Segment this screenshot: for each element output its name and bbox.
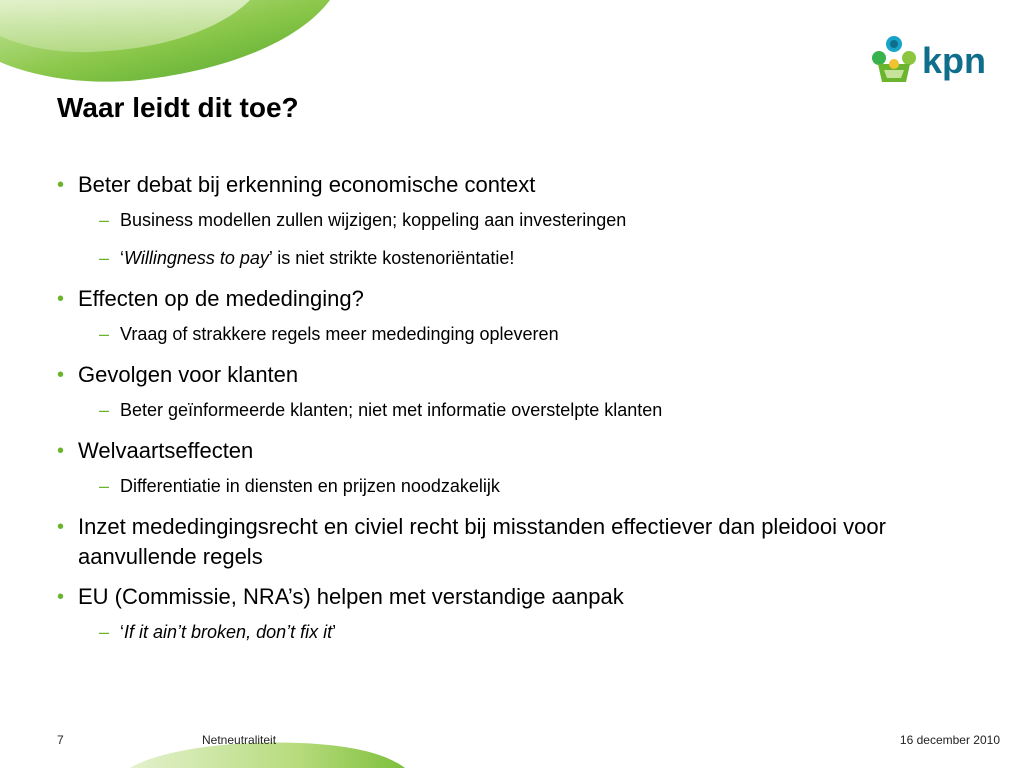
bullet-item	[57, 512, 937, 572]
sub-bullet-item	[57, 398, 937, 422]
sub-bullet-text: Vraag of strakkere regels meer mededinging opleveren	[120, 324, 559, 344]
bullet-marker: •	[57, 174, 65, 196]
dash-marker: –	[99, 210, 110, 230]
bullet-text: Beter debat bij erkenning economische context	[78, 172, 536, 197]
bullet-marker: •	[57, 288, 65, 310]
decorative-green-swoosh-top	[0, 0, 340, 95]
sub-bullet-italic-text: Willingness to pay	[124, 248, 269, 268]
quote-close: ’	[332, 622, 337, 642]
dash-marker: –	[99, 476, 110, 496]
footer-date: 16 december 2010	[899, 733, 1000, 747]
bullet-marker: •	[57, 364, 65, 386]
sub-bullet-text: ’ is niet strikte kostenoriëntatie!	[268, 248, 515, 268]
bullet-item	[57, 436, 937, 466]
sub-bullet-item	[57, 246, 937, 270]
dash-marker: –	[99, 248, 110, 268]
bullet-text: Effecten op de mededinging?	[78, 286, 364, 311]
sub-bullet-item	[57, 208, 937, 232]
slide-title: Waar leidt dit toe?	[57, 92, 299, 123]
bullet-marker: •	[57, 516, 65, 538]
kpn-logo	[870, 34, 986, 88]
sub-bullet-text: Beter geïnformeerde klanten; niet met informatie overstelpte klanten	[120, 400, 663, 420]
bullet-item	[57, 582, 937, 612]
sub-bullet-item	[57, 474, 937, 498]
dash-marker: –	[99, 622, 110, 642]
bullet-marker: •	[57, 440, 65, 462]
dash-marker: –	[99, 324, 110, 344]
sub-bullet-italic-text: If it ain’t broken, don’t fix it	[124, 622, 333, 642]
bullet-text: Welvaartseffecten	[78, 438, 254, 463]
footer-page-number: 7	[57, 733, 64, 747]
sub-bullet-text: Business modellen zullen wijzigen; koppeling aan investeringen	[120, 210, 627, 230]
kpn-logo-text: kpn	[922, 40, 987, 81]
footer-topic: Netneutraliteit	[202, 733, 277, 747]
bullet-item	[57, 170, 937, 200]
bullet-text: EU (Commissie, NRA’s) helpen met verstandige aanpak	[78, 584, 624, 609]
bullet-text: Gevolgen voor klanten	[78, 362, 299, 387]
quote-open: ‘	[120, 622, 124, 642]
quote-open: ‘	[120, 248, 124, 268]
slide-content	[57, 170, 937, 658]
bullet-text: Inzet mededingingsrecht en civiel recht bij misstanden effectiever dan pleidooi voor aanvullende regels	[78, 514, 886, 569]
sub-bullet-item	[57, 322, 937, 346]
sub-bullet-text: Differentiatie in diensten en prijzen noodzakelijk	[120, 476, 500, 496]
sub-bullet-item	[57, 620, 937, 644]
kpn-crown-logo-icon	[870, 34, 918, 88]
bullet-item	[57, 360, 937, 390]
bullet-item	[57, 284, 937, 314]
dash-marker: –	[99, 400, 110, 420]
bullet-marker: •	[57, 586, 65, 608]
